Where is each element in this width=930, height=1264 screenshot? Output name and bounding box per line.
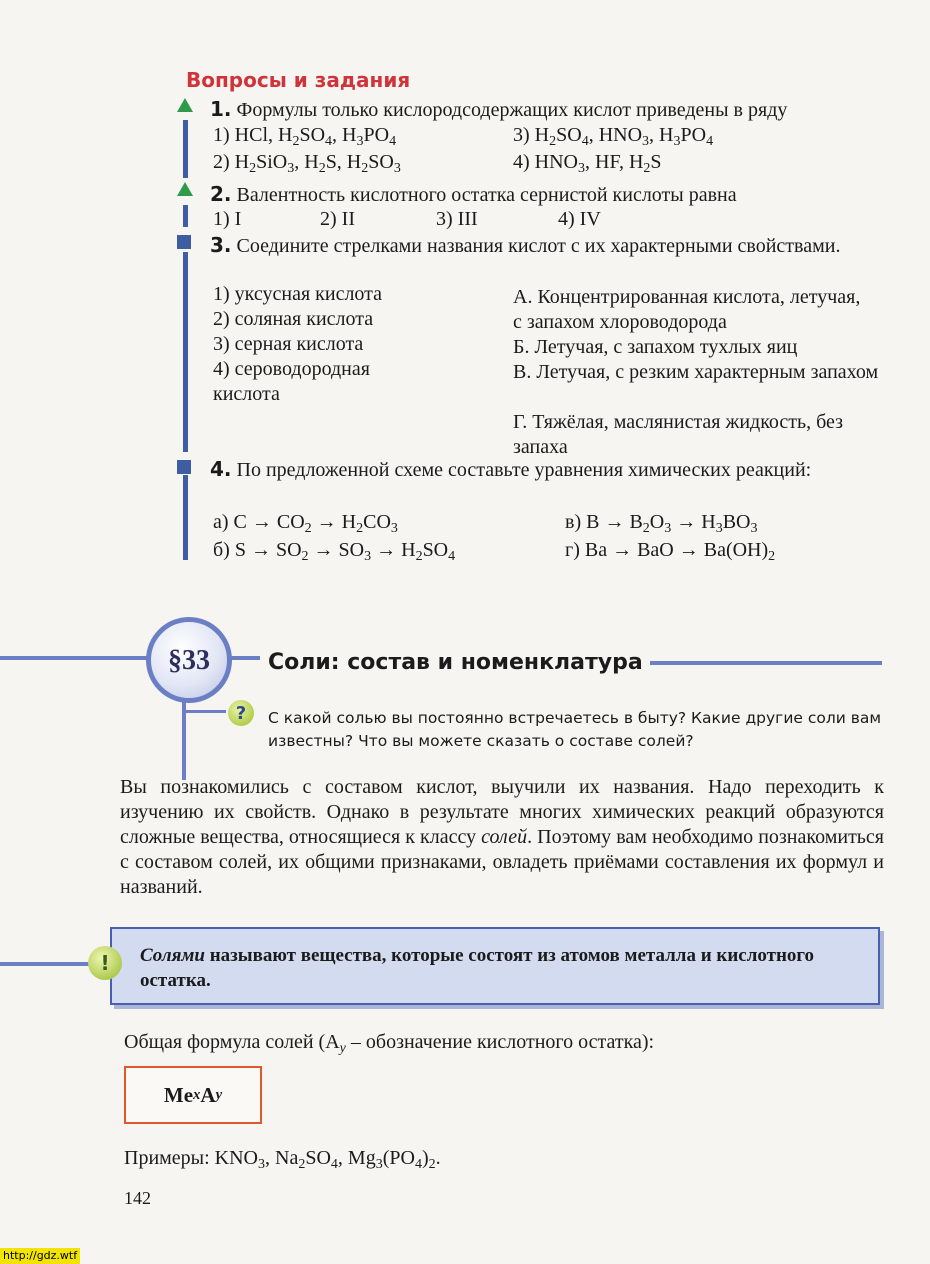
header-rule-left xyxy=(0,656,150,660)
intro-paragraph: Вы познакомились с составом кислот, выучили их названия. Надо переходить к изучению их свойств. Однако в результате многих химических реакций образуются сложные вещества, относящиеся к классу солей. Поэтому вам необходимо познакомиться с составом солей, их общими признаками, овладеть приёмами составления их формул и названий. xyxy=(120,776,885,898)
question-number: 2. xyxy=(210,182,232,206)
general-formula-box: Me x A y xyxy=(124,1066,262,1124)
definition-text: Солями называют вещества, которые состоят из атомов металла и кислотного остатка. xyxy=(140,945,815,991)
q3-left-2: 2) соляная кислота xyxy=(213,308,374,330)
q3-right-g: Г. Тяжёлая, маслянистая жидкость, без запаха xyxy=(513,411,844,458)
q1-option-3: 3) $H_2SO_4$, $HNO_3$, $H_3PO_4$ xyxy=(513,124,714,149)
formula-intro: Общая формула солей ($A_y$ – обозначение кислотного остатка): xyxy=(124,1031,655,1056)
question-bar xyxy=(183,205,188,227)
square-marker-icon xyxy=(177,235,191,249)
paragraph-title: Соли: состав и номенклатура xyxy=(268,650,643,675)
q1-option-4: 4) $HNO_3$, HF, $H_2S$ xyxy=(513,151,662,176)
q2-option-2: 2) II xyxy=(320,208,355,230)
question-3 xyxy=(210,233,886,259)
question-2 xyxy=(210,182,890,208)
question-text: По предложенной схеме составьте уравнения химических реакций: xyxy=(236,459,812,481)
question-bar xyxy=(183,475,188,560)
q3-left-3: 3) серная кислота xyxy=(213,333,364,355)
question-number: 3. xyxy=(210,233,232,257)
header-rule-right xyxy=(650,661,882,665)
question-text: Формулы только кислородсодержащих кислот приведены в ряду xyxy=(236,99,788,121)
q1-option-1: 1) HCl, $H_2SO_4$, $H_3PO_4$ xyxy=(213,124,397,149)
header-rule-mid xyxy=(230,656,260,660)
paragraph-badge: §33 xyxy=(146,617,232,703)
definition-rule-left xyxy=(0,962,92,966)
question-4 xyxy=(210,457,886,483)
page-number: 142 xyxy=(124,1188,151,1208)
question-icon: ? xyxy=(228,700,254,726)
question-number: 1. xyxy=(210,97,232,121)
q1-option-2: 2) $H_2SiO_3$, $H_2S$, $H_2SO_3$ xyxy=(213,151,401,176)
section-title: Вопросы и задания xyxy=(186,68,411,92)
question-number: 4. xyxy=(210,457,232,481)
header-stem-branch xyxy=(186,710,226,713)
q2-option-3: 3) III xyxy=(436,208,478,230)
q4-scheme-a: а) $C \to CO_2 \to H_2CO_3$ xyxy=(213,511,398,536)
examples: Примеры: $KNO_3$, $Na_2SO_4$, $Mg_3(PO_4)_2$. xyxy=(124,1147,441,1172)
question-text: Соедините стрелками названия кислот с их характерными свойствами. xyxy=(236,235,841,257)
q3-right-a: А. Концентрированная кислота, летучая, с запахом хлороводорода xyxy=(513,286,861,333)
question-bar xyxy=(183,120,188,178)
question-bar xyxy=(183,252,188,452)
square-marker-icon xyxy=(177,460,191,474)
motivating-question: С какой солью вы постоянно встречаетесь в быту? Какие другие соли вам известны? Что вы можете сказать о составе солей? xyxy=(268,709,882,750)
q2-option-1: 1) I xyxy=(213,208,242,230)
q3-left-4: 4) сероводородная кислота xyxy=(213,358,370,405)
q3-left-1: 1) уксусная кислота xyxy=(213,283,383,305)
q3-right-b: Б. Летучая, с запахом тухлых яиц xyxy=(513,336,798,358)
triangle-marker-icon xyxy=(177,98,193,112)
question-1 xyxy=(210,97,890,123)
exclamation-icon: ! xyxy=(88,946,122,980)
q3-right-v: В. Летучая, с резким характерным запахом xyxy=(513,361,879,383)
q4-scheme-b: б) $S \to SO_2 \to SO_3 \to H_2SO_4$ xyxy=(213,539,456,564)
q4-scheme-g: г) Ba → BaO → $Ba(OH)_2$ xyxy=(565,539,776,564)
q4-scheme-v: в) $B \to B_2O_3 \to H_3BO_3$ xyxy=(565,511,758,536)
question-text: Валентность кислотного остатка сернистой кислоты равна xyxy=(236,184,737,206)
watermark-link[interactable]: http://gdz.wtf xyxy=(0,1248,80,1264)
triangle-marker-icon xyxy=(177,182,193,196)
q2-option-4: 4) IV xyxy=(558,208,601,230)
